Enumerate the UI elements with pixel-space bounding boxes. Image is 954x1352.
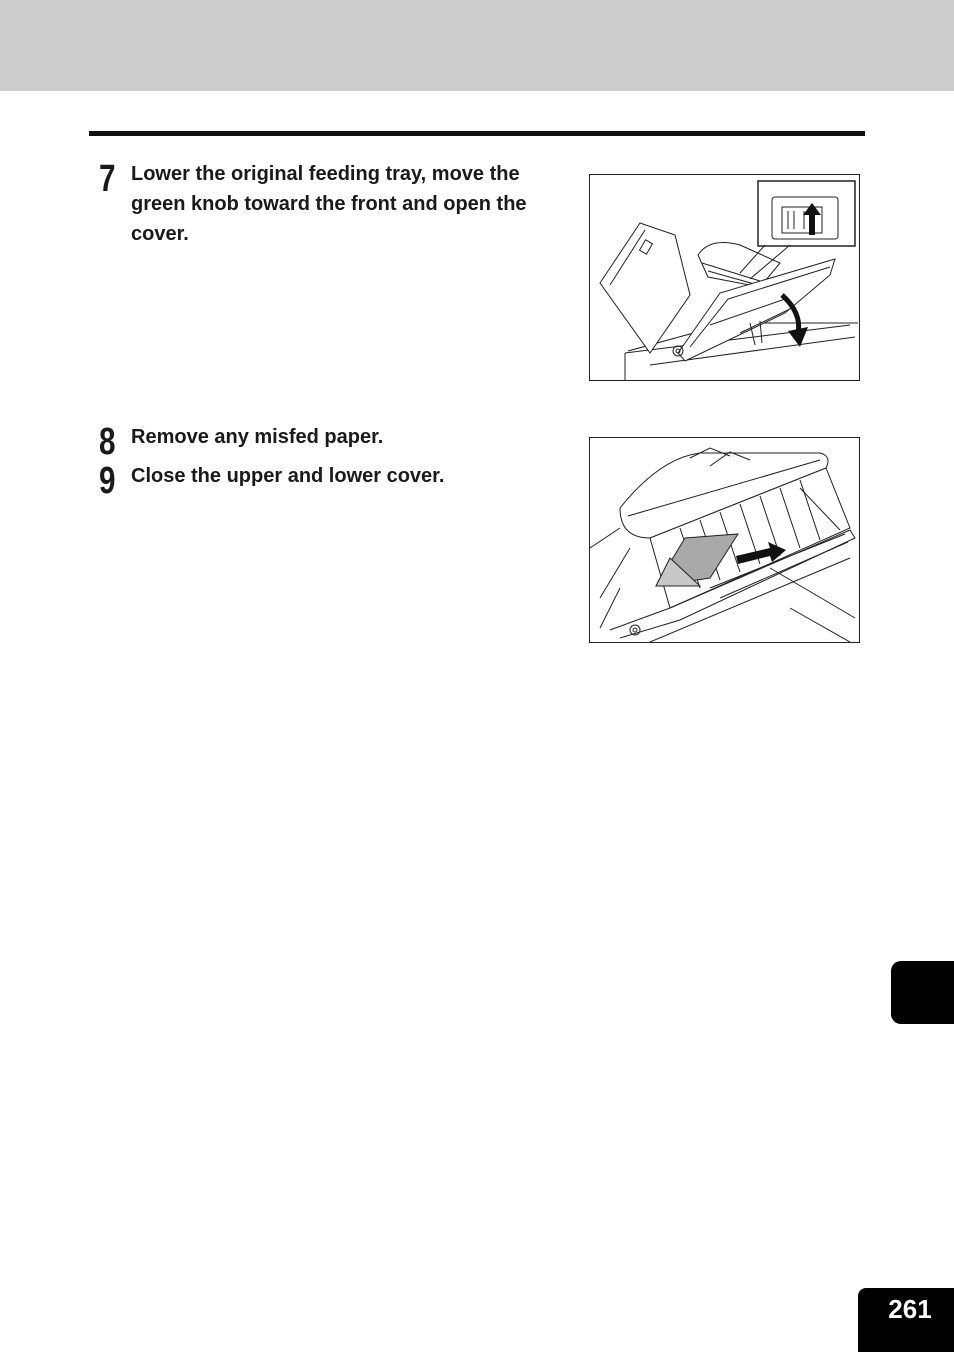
step-7-text: Lower the original feeding tray, move the green knob toward the front and open the cover. (131, 163, 527, 245)
remove-misfed-paper-illustration (590, 438, 859, 642)
step-9-number: 9 (99, 460, 116, 502)
figure-remove-paper (589, 437, 860, 643)
chapter-tab (891, 961, 954, 1024)
page-number: 261 (888, 1294, 932, 1324)
step-7-number: 7 (99, 158, 116, 200)
header-band (0, 0, 954, 91)
step-9-text: Close the upper and lower cover. (131, 465, 445, 487)
figure-open-cover (589, 174, 860, 381)
step-8-number: 8 (99, 421, 116, 463)
page-number-tab (858, 1288, 954, 1352)
adf-open-cover-illustration (590, 175, 859, 380)
step-8-text: Remove any misfed paper. (131, 426, 384, 448)
section-rule (89, 131, 865, 136)
